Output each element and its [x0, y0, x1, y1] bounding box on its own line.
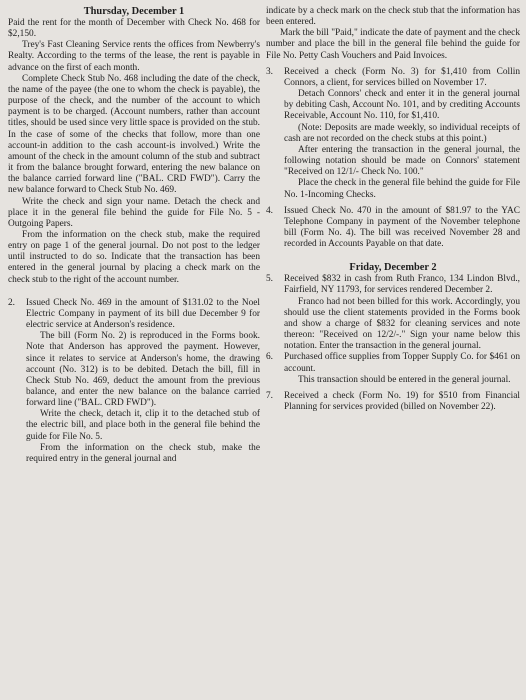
item-4-text: Issued Check No. 470 in the amount of $81.97 to the YAC Telephone Company in payment of the November telephone bill (Form No. 4). The bill was received November 28 and recorded in Accounts Payable on that date. [284, 205, 520, 250]
right-column [266, 6, 520, 413]
item-number: 6. [266, 352, 274, 363]
item-6-paragraph-2: This transaction should be entered in the general journal. [298, 374, 511, 385]
item-3-paragraph-3: (Note: Deposits are made weekly, so individual receipts of cash are not recorded on the check stubs at this point.) [284, 122, 520, 144]
item-2-paragraph-3: Write the check, detach it, clip it to the detached stub of the electric bill, and place both in the general file behind the guide for File No. 5. [26, 409, 260, 442]
item-5-paragraph-2: Franco had not been billed for this work. Accordingly, you should use the client statements provided in the Forms book and show a charge of $832 for cleaning services and note thereon: "Received on 12/2/-." Sign your name below this notation. Enter the transaction in the general journal. [284, 296, 520, 352]
item-6 [266, 352, 520, 385]
item-1-paragraph-5: From the information on the check stub, make the required entry on page 1 of the general journal. Do not post to the ledger until instructed to do so. Indicate that the transaction has been entered in the general journal by placing a check mark on the check stub to the right of the account number. [8, 229, 260, 285]
item-3 [266, 67, 520, 201]
item-5 [266, 274, 520, 352]
item-4 [266, 206, 520, 251]
mark-bill-paragraph: Mark the bill "Paid," indicate the date of payment and the check number and place the bill in the general file behind the guide for File No. Petty Cash Vouchers and Paid Invoices. [266, 28, 520, 61]
item-3-paragraph-2: Detach Connors' check and enter it in the general journal by debiting Cash, Account No. 101, and by crediting Accounts Receivable, Account No. 110, for $1,410. [284, 89, 520, 122]
heading-thursday: Thursday, December 1 [83, 6, 185, 17]
item-2-text: Issued Check No. 469 in the amount of $131.02 to the Noel Electric Company in payment of its bill due December 9 for electric service at Anderson's residence. [26, 297, 260, 331]
continued-text: indicate by a check mark on the check stub that the information has been entered. [266, 6, 520, 28]
left-column [8, 6, 260, 465]
item-1-paragraph-4: Write the check and sign your name. Detach the check and place it in the general file behind the guide for File No. 5 - Outgoing Papers. [8, 196, 260, 229]
item-2-paragraph-4: From the information on the check stub, make the required entry in the general journal and [26, 442, 260, 464]
item-3-paragraph-5: Place the check in the general file behind the guide for File No. 1-Incoming Checks. [284, 178, 520, 200]
item-5-text: Received $832 in cash from Ruth Franco, 134 Lindon Blvd., Fairfield, NY 11793, for services rendered December 2. [284, 274, 520, 296]
item-3-text: Received a check (Form No. 3) for $1,410 from Collin Connors, a client, for services billed on November 17. [284, 66, 520, 88]
item-number: 2. [8, 297, 16, 308]
item-2 [8, 298, 260, 465]
item-2-paragraph-2: The bill (Form No. 2) is reproduced in the Forms book. Note that Anderson has approved the payment. However, since it relates to service at Anderson's home, the drawing account (No. 312) is to be debited. Detach the bill, fill in Check Stub No. 469, deduct the amount from the previous balance, and enter the new balance on the balance carried forward line ("BAL. CRD FWD"). [26, 331, 260, 409]
item-number: 5. [266, 274, 274, 285]
item-number: 7. [266, 390, 274, 401]
item-3-paragraph-4: After entering the transaction in the general journal, the following notation should be made on Connors' statement "Received on 12/1/- Check No. 100." [284, 144, 520, 178]
item-1-paragraph-3: Complete Check Stub No. 468 including the date of the check, the name of the payee (the one to whom the check is payable), the purpose of the check, and the number of the account to which payment is to be charged. (Account numbers, rather than account titles, should be used since very little space is provided on the stub. In the case of some of the checks that follow, more than one account-in addition to the cash account-is involved.) Write the amount of the check in the amount column of the stub and subtract it from the balance brought forward, entering the new balance on the balance carried forward line ("BAL. CRD FWD"). Carry the new balance forward to Check Stub No. 469. [8, 73, 260, 196]
item-1-text: Paid the rent for the month of December with Check No. 468 for $2,150. [8, 18, 260, 40]
item-7 [266, 391, 520, 413]
item-number: 3. [266, 66, 274, 77]
heading-friday: Friday, December 2 [349, 262, 437, 274]
item-1-paragraph-2: Trey's Fast Cleaning Service rents the offices from Newberry's Realty. According to the terms of the lease, the rent is payable in advance on the first of each month. [8, 40, 260, 73]
item-number: 4. [266, 205, 274, 216]
item-7-text: Received a check (Form No. 19) for $510 from Financial Planning for services provided (billed on November 22). [284, 390, 520, 412]
item-6-text: Purchased office supplies from Topper Supply Co. for $461 on account. [284, 352, 520, 374]
